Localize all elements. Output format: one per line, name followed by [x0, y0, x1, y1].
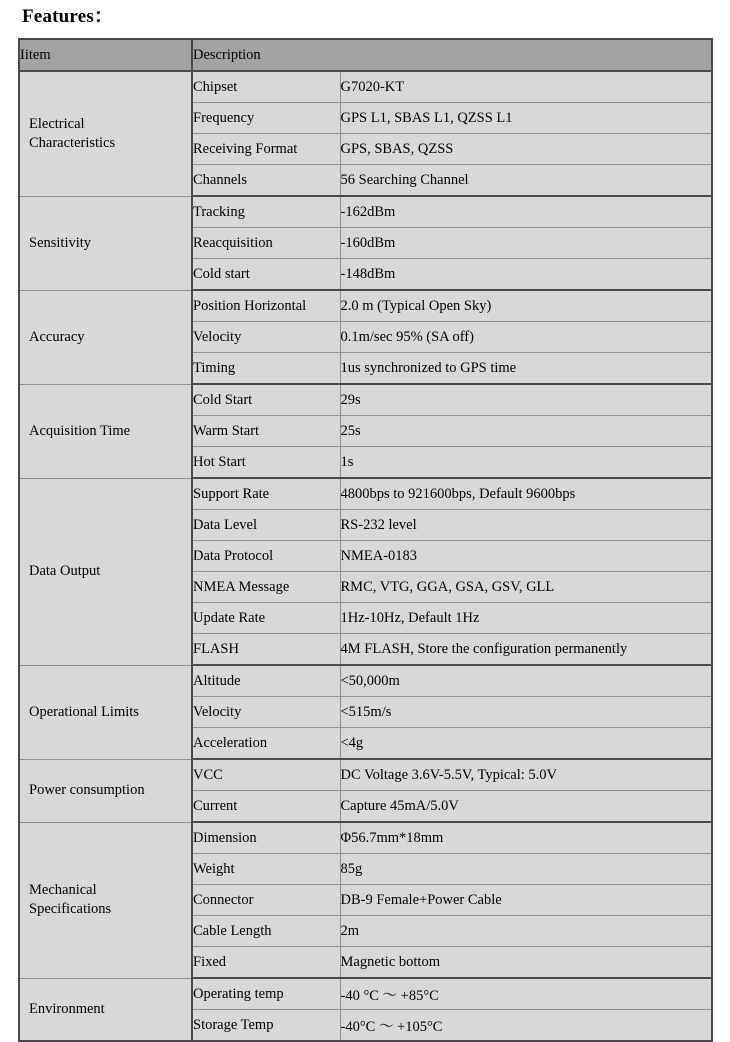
- group-label-line: Data Output: [29, 563, 101, 579]
- spec-item-cell: NMEA Message: [192, 572, 340, 603]
- spec-item-cell: Velocity: [192, 697, 340, 728]
- spec-item-cell: FLASH: [192, 634, 340, 666]
- spec-item-cell: VCC: [192, 759, 340, 791]
- table-row: [19, 759, 712, 791]
- features-specification-table: [18, 38, 713, 1042]
- spec-item-cell: Timing: [192, 353, 340, 385]
- group-label-line: Electrical: [29, 115, 85, 132]
- group-label-line: Acquisition Time: [29, 422, 131, 439]
- spec-value-cell: RS-232 level: [340, 510, 712, 541]
- spec-item-cell: Cold start: [192, 259, 340, 291]
- spec-value-cell: <50,000m: [340, 665, 712, 697]
- spec-item-cell: Fixed: [192, 947, 340, 979]
- spec-value-cell: DC Voltage 3.6V-5.5V, Typical: 5.0V: [340, 759, 712, 791]
- column-header-description: Description: [192, 39, 712, 71]
- table-row: [19, 71, 712, 103]
- table-row: [19, 196, 712, 228]
- spec-value-cell: -162dBm: [340, 196, 712, 228]
- header-row: [19, 39, 712, 71]
- spec-item-cell: Storage Temp: [192, 1010, 340, 1042]
- spec-item-cell: Reacquisition: [192, 228, 340, 259]
- spec-item-cell: Velocity: [192, 322, 340, 353]
- spec-item-cell: Cold Start: [192, 384, 340, 416]
- spec-item-cell: Weight: [192, 854, 340, 885]
- spec-value-cell: 2.0 m (Typical Open Sky): [340, 290, 712, 322]
- spec-value-cell: 2m: [340, 916, 712, 947]
- spec-value-cell: Capture 45mA/5.0V: [340, 791, 712, 823]
- group-label-line: Mechanical: [29, 882, 97, 898]
- spec-item-cell: Tracking: [192, 196, 340, 228]
- spec-value-cell: Φ56.7mm*18mm: [340, 822, 712, 854]
- spec-item-cell: Altitude: [192, 665, 340, 697]
- table-row: [19, 665, 712, 697]
- page-title: Features：: [22, 6, 114, 27]
- group-label-line: Power consumption: [29, 782, 145, 798]
- spec-value-cell: 1s: [340, 447, 712, 479]
- spec-value-cell: 85g: [340, 854, 712, 885]
- group-label-cell: [19, 978, 192, 1041]
- spec-item-cell: Support Rate: [192, 478, 340, 510]
- spec-value-cell: Magnetic bottom: [340, 947, 712, 979]
- spec-value-cell: <515m/s: [340, 697, 712, 728]
- spec-item-cell: Operating temp: [192, 978, 340, 1010]
- group-label-cell: [19, 665, 192, 759]
- group-label-cell: [19, 478, 192, 665]
- group-label-line: Specifications: [29, 901, 112, 917]
- spec-item-cell: Acceleration: [192, 728, 340, 760]
- spec-value-cell: 56 Searching Channel: [340, 165, 712, 197]
- spec-item-cell: Receiving Format: [192, 134, 340, 165]
- group-label-line: Accuracy: [29, 328, 85, 345]
- spec-value-cell: 0.1m/sec 95% (SA off): [340, 322, 712, 353]
- column-header-item: Iitem: [19, 39, 192, 71]
- spec-value-cell: -40 °C ～ +85°C: [340, 978, 712, 1010]
- table-row: [19, 384, 712, 416]
- group-label-cell: [19, 759, 192, 822]
- spec-item-cell: Warm Start: [192, 416, 340, 447]
- spec-item-cell: Channels: [192, 165, 340, 197]
- spec-item-cell: Frequency: [192, 103, 340, 134]
- table-row: [19, 478, 712, 510]
- table-header: [19, 39, 712, 71]
- spec-value-cell: 4M FLASH, Store the configuration permanently: [340, 634, 712, 666]
- spec-item-cell: Update Rate: [192, 603, 340, 634]
- spec-value-cell: -148dBm: [340, 259, 712, 291]
- table-row: [19, 822, 712, 854]
- group-label-cell: [19, 196, 192, 290]
- spec-item-cell: Cable Length: [192, 916, 340, 947]
- table-row: [19, 290, 712, 322]
- spec-item-cell: Hot Start: [192, 447, 340, 479]
- group-label-line: Operational Limits: [29, 703, 139, 720]
- spec-value-cell: 4800bps to 921600bps, Default 9600bps: [340, 478, 712, 510]
- spec-value-cell: GPS L1, SBAS L1, QZSS L1: [340, 103, 712, 134]
- spec-value-cell: -160dBm: [340, 228, 712, 259]
- spec-value-cell: NMEA-0183: [340, 541, 712, 572]
- spec-value-cell: RMC, VTG, GGA, GSA, GSV, GLL: [340, 572, 712, 603]
- group-label-cell: [19, 71, 192, 196]
- table-body: [19, 71, 712, 1041]
- spec-value-cell: <4g: [340, 728, 712, 760]
- group-label-cell: [19, 822, 192, 978]
- spec-item-cell: Current: [192, 791, 340, 823]
- spec-value-cell: -40°C ～ +105°C: [340, 1010, 712, 1042]
- spec-value-cell: G7020-KT: [340, 71, 712, 103]
- spec-item-cell: Connector: [192, 885, 340, 916]
- spec-item-cell: Data Protocol: [192, 541, 340, 572]
- table-row: [19, 978, 712, 1010]
- group-label-cell: [19, 384, 192, 478]
- spec-value-cell: 1Hz-10Hz, Default 1Hz: [340, 603, 712, 634]
- spec-item-cell: Position Horizontal: [192, 290, 340, 322]
- group-label-line: Sensitivity: [29, 234, 92, 251]
- group-label-cell: [19, 290, 192, 384]
- spec-value-cell: 1us synchronized to GPS time: [340, 353, 712, 385]
- spec-value-cell: GPS, SBAS, QZSS: [340, 134, 712, 165]
- group-label-line: Environment: [29, 1000, 105, 1017]
- spec-value-cell: 25s: [340, 416, 712, 447]
- spec-item-cell: Chipset: [192, 71, 340, 103]
- group-label-line: Characteristics: [29, 134, 116, 151]
- spec-item-cell: Data Level: [192, 510, 340, 541]
- spec-item-cell: Dimension: [192, 822, 340, 854]
- spec-value-cell: DB-9 Female+Power Cable: [340, 885, 712, 916]
- spec-value-cell: 29s: [340, 384, 712, 416]
